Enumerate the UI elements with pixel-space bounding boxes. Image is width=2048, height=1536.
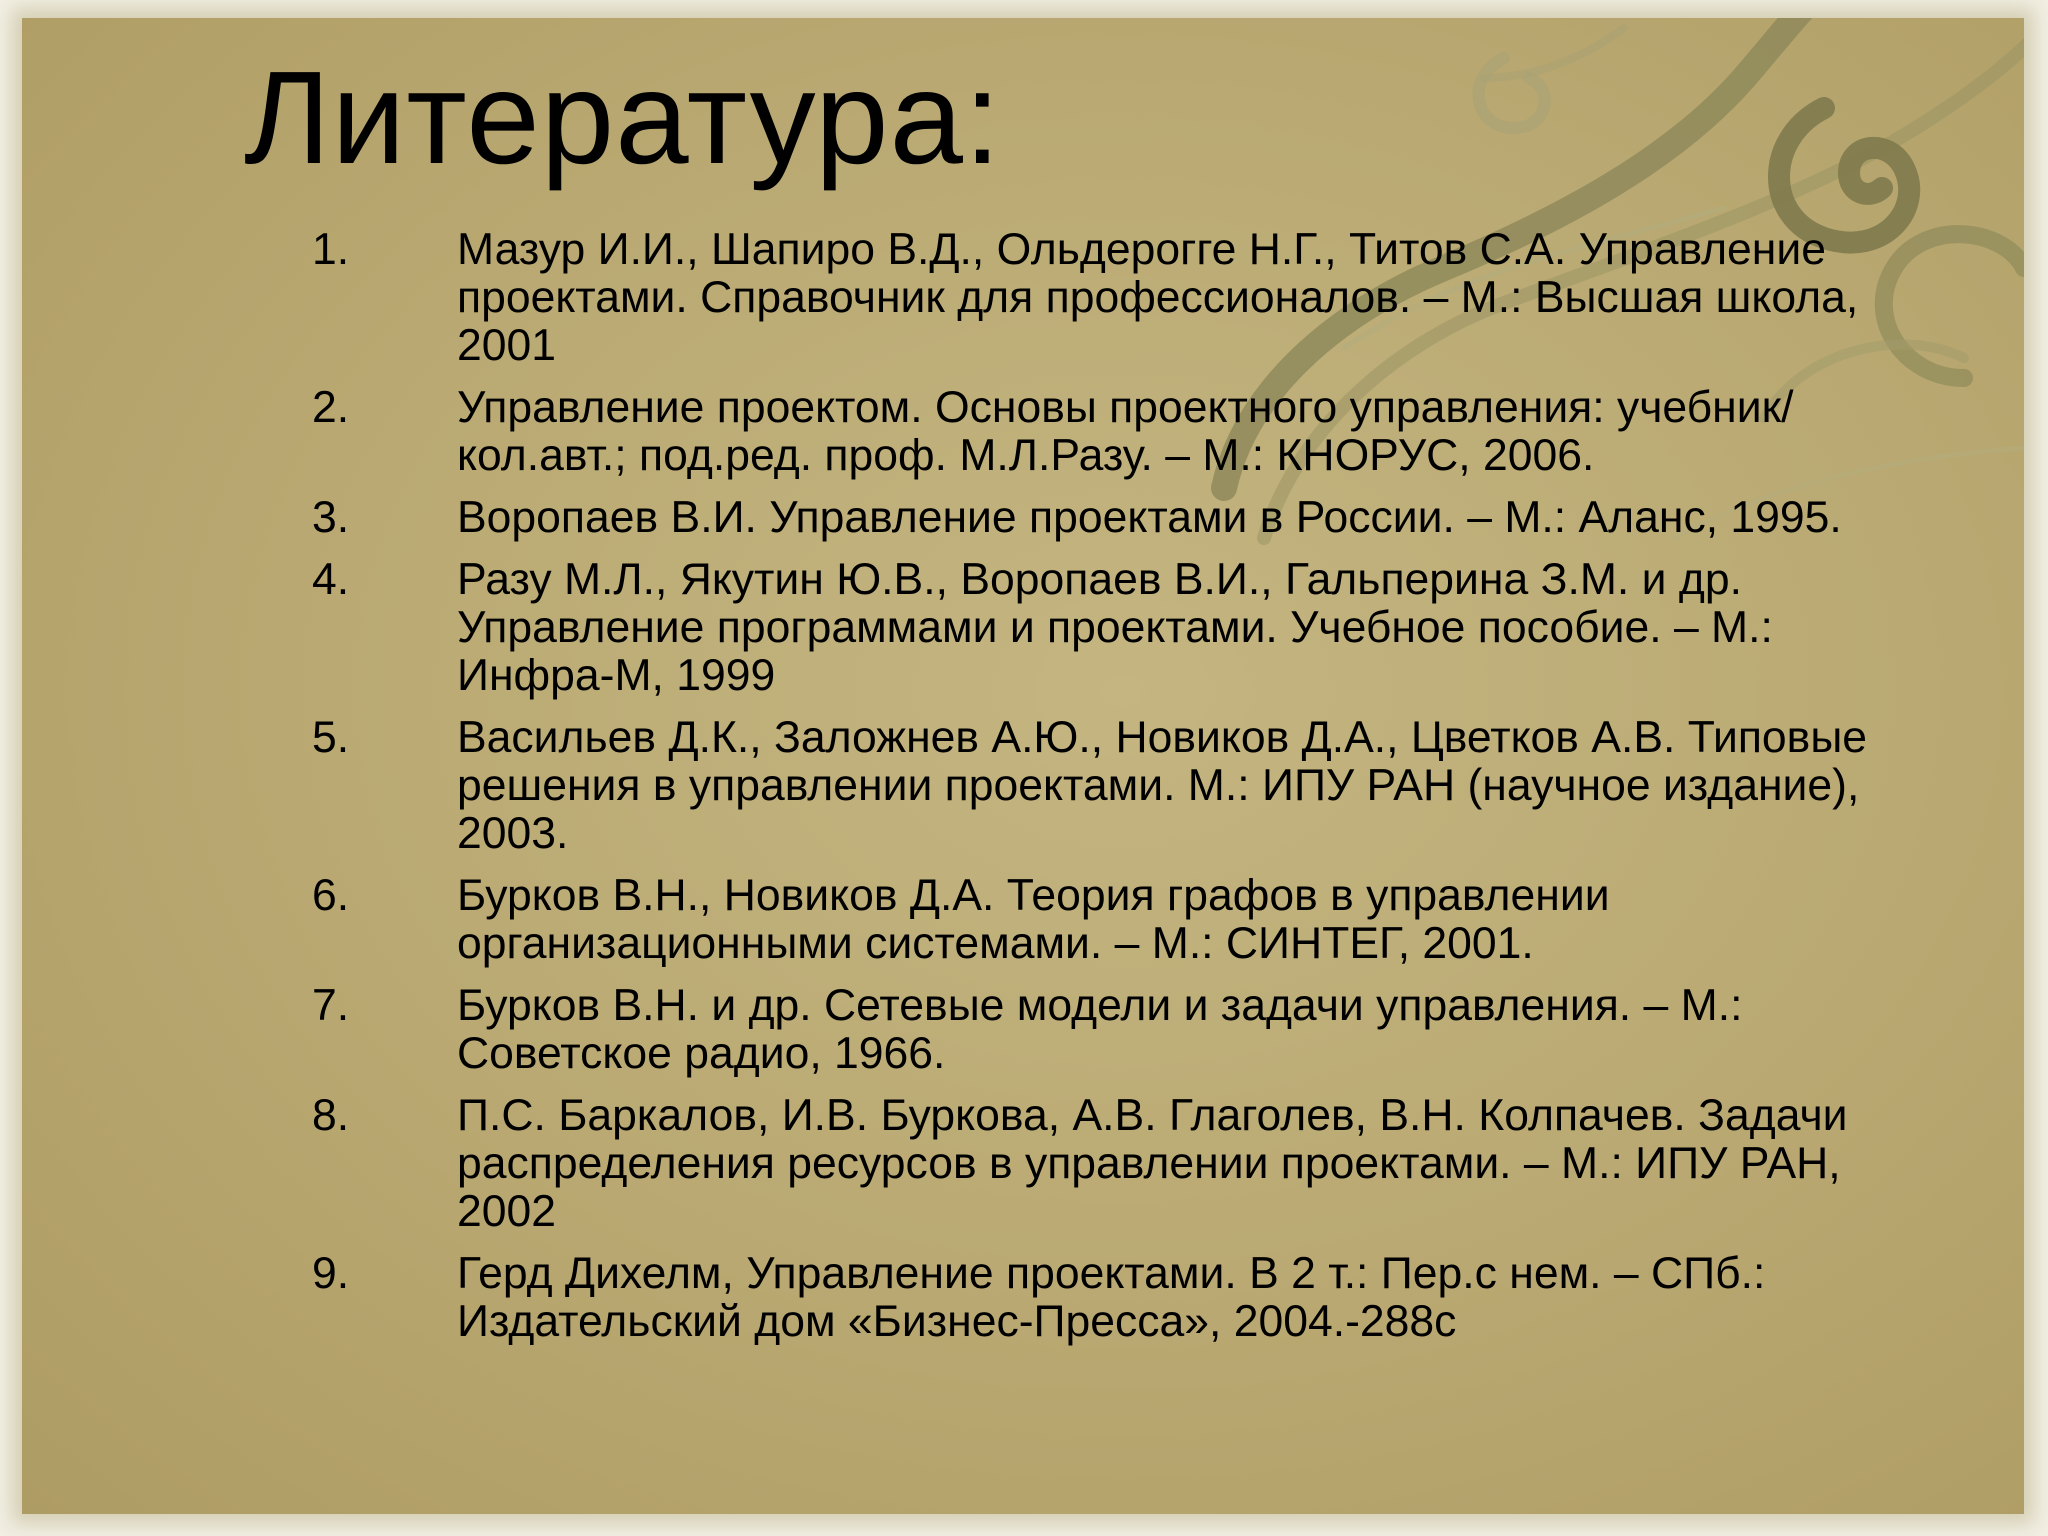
list-item — [312, 226, 1912, 370]
list-item — [312, 384, 1912, 480]
item-number: 2. — [312, 383, 350, 432]
item-number: 5. — [312, 713, 350, 762]
list-item — [312, 982, 1912, 1078]
reference-text: Герд Дихелм, Управление проектами. В 2 т.: Пер.с нем. – СПб.: Издательский дом «Бизнес-Пресса», 2004.-288с — [457, 1249, 1766, 1346]
item-number: 9. — [312, 1249, 350, 1298]
list-item — [312, 872, 1912, 968]
item-number: 1. — [312, 225, 350, 274]
slide — [22, 18, 2024, 1514]
list-item — [312, 714, 1912, 858]
slide-title: Литература: — [244, 44, 1002, 191]
item-number: 8. — [312, 1091, 350, 1140]
list-item — [312, 556, 1912, 700]
item-number: 3. — [312, 493, 350, 542]
reference-text: Мазур И.И., Шапиро В.Д., Ольдерогге Н.Г., Титов С.А. Управление проектами. Справочник для профессионалов. – М.: Высшая школа, 2001 — [457, 225, 1859, 370]
item-number: 4. — [312, 555, 350, 604]
reference-text: П.С. Баркалов, И.В. Буркова, А.В. Глаголев, В.Н. Колпачев. Задачи распределения ресурсов в управлении проектами. – М.: ИПУ РАН, 2002 — [457, 1091, 1848, 1236]
reference-text: Бурков В.Н., Новиков Д.А. Теория графов в управлении организационными системами. – М.: СИНТЕГ, 2001. — [457, 871, 1610, 968]
item-number: 6. — [312, 871, 350, 920]
reference-text: Бурков В.Н. и др. Сетевые модели и задачи управления. – М.: Советское радио, 1966. — [457, 981, 1743, 1078]
item-number: 7. — [312, 981, 350, 1030]
list-item — [312, 1092, 1912, 1236]
reference-text: Управление проектом. Основы проектного управления: учебник/ кол.авт.; под.ред. проф. М.Л.Разу. – М.: КНОРУС, 2006. — [457, 383, 1794, 480]
reference-text: Разу М.Л., Якутин Ю.В., Воропаев В.И., Гальперина З.М. и др. Управление программами и проектами. Учебное пособие. – М.: Инфра-М, 1999 — [457, 555, 1773, 700]
reference-text: Васильев Д.К., Заложнев А.Ю., Новиков Д.А., Цветков А.В. Типовые решения в управлении проектами. М.: ИПУ РАН (научное издание), 2003. — [457, 713, 1868, 858]
list-item — [312, 494, 1912, 542]
list-item — [312, 1250, 1912, 1346]
reference-text: Воропаев В.И. Управление проектами в России. – М.: Аланс, 1995. — [457, 493, 1842, 542]
reference-list — [312, 226, 1912, 1360]
